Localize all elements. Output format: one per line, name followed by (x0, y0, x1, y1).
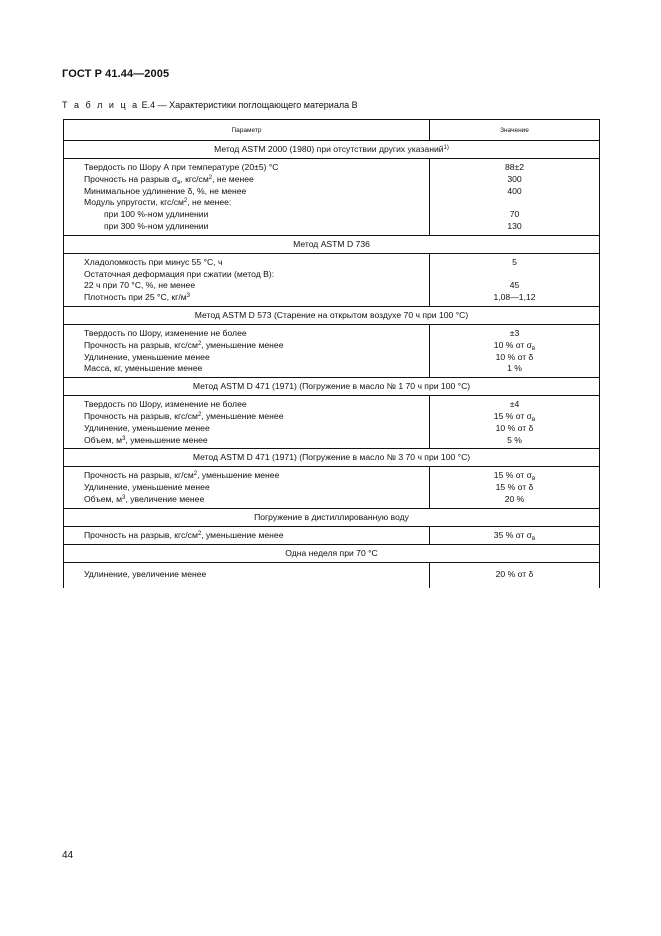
value-text: ±3 (509, 327, 520, 338)
table-caption (62, 100, 358, 110)
value-text: 400 (507, 185, 522, 196)
document-id: ГОСТ Р 41.44—2005 (62, 68, 170, 80)
value-text: 15 % от $\sigma_в$ (493, 410, 536, 423)
value-cell (430, 562, 600, 588)
value-text: 130 (507, 220, 522, 231)
parameter-text: Плотность при 25 °С, $кг/м^3$ (84, 292, 190, 303)
parameter-text: Удлинение, уменьшение менее (84, 351, 210, 362)
value-text: 15 % от δ (495, 482, 534, 493)
table-row (64, 324, 600, 377)
method-row (64, 141, 600, 159)
parameter-cell (64, 253, 430, 306)
parameter-text: Прочность на разрыв, кгс/$см^2$, уменьшение менее (84, 410, 284, 421)
value-text (430, 269, 599, 281)
parameter-text: Удлинение, уменьшение менее (84, 422, 210, 433)
parameter-text: Прочность на разрыв $\sigma_в$, кгс/$см^2$, не менее (84, 173, 254, 186)
value-text: 1 % (507, 363, 522, 374)
footnote-ref: 1) (443, 145, 449, 151)
parameter-text: при 100 %-ном удлинении (104, 209, 209, 220)
value-text: 20 % (504, 493, 525, 504)
table-row (64, 562, 600, 588)
value-text: 10 % от $\sigma_в$ (493, 339, 536, 352)
parameter-text: Прочность на разрыв, кгс/$см^2$, уменьшение менее (84, 529, 284, 540)
parameter-text: Прочность на разрыв, $кг/см^2$, уменьшение менее (84, 470, 280, 481)
value-text: 70 (509, 209, 520, 220)
method-title: Метод ASTM D 471 (1971) (Погружение в масло № 1 70 ч при 100 °С) (64, 378, 600, 396)
value-cell (430, 324, 600, 377)
value-cell (430, 526, 600, 544)
parameter-text: Твердость по Шору, изменение не более (84, 399, 247, 410)
parameter-cell (64, 159, 430, 236)
method-title: Метод ASTM D 471 (1971) (Погружение в масло № 3 70 ч при 100 °С) (64, 449, 600, 467)
method-title: Метод ASTM D 736 (64, 235, 600, 253)
parameter-text: Модуль упругости, кгс/$см^2$, не менее: (84, 197, 232, 208)
parameter-cell (64, 396, 430, 449)
method-title: Погружение в дистиллированную воду (64, 508, 600, 526)
table-caption-number: Е.4 (141, 100, 156, 110)
parameter-cell (64, 324, 430, 377)
parameter-text: Минимальное удлинение δ, %, не менее (84, 185, 247, 196)
method-row (64, 378, 600, 396)
value-cell (430, 159, 600, 236)
column-header-parameter: Параметр (64, 120, 430, 141)
parameter-cell (64, 526, 430, 544)
method-row (64, 544, 600, 562)
parameter-text: Прочность на разрыв, кгс/$см^2$, уменьшение менее (84, 339, 284, 350)
parameter-text: Удлинение, уменьшение менее (84, 482, 210, 493)
value-cell (430, 396, 600, 449)
characteristics-table (63, 119, 600, 588)
parameter-text: Удлинение, увеличение менее (84, 568, 207, 579)
value-text: 300 (507, 173, 522, 184)
method-row (64, 449, 600, 467)
method-row (64, 508, 600, 526)
parameter-text: Объем, $м^3$, увеличение менее (84, 493, 205, 504)
value-text: ±4 (509, 399, 520, 410)
parameter-text: Твердость по Шору А при температуре (20±5) °С (84, 162, 279, 172)
parameter-cell (64, 562, 430, 588)
parameter-text: Хладоломкость при минус 55 °С, ч (84, 256, 223, 267)
value-cell (430, 253, 600, 306)
parameter-text: 22 ч при 70 °С, %, не менее (84, 280, 196, 291)
value-text: 35 % от $\sigma_в$ (493, 529, 536, 542)
value-text: 5 % (507, 434, 522, 445)
value-text: 10 % от δ (495, 422, 534, 433)
table-row (64, 467, 600, 508)
parameter-text: Остаточная деформация при сжатии (метод В): (84, 268, 275, 279)
value-text: 45 (509, 280, 520, 291)
value-text: 5 (512, 256, 517, 267)
value-text (430, 197, 599, 209)
table-row (64, 253, 600, 306)
method-title: Одна неделя при 70 °С (64, 544, 600, 562)
parameter-text: Объем, $м^3$, уменьшение менее (84, 434, 208, 445)
method-title: Метод ASTM 2000 (1980) при отсутствии других указаний$^{1)}$ (64, 141, 600, 159)
table-row (64, 526, 600, 544)
value-text: 88±2 (504, 162, 525, 172)
value-cell (430, 467, 600, 508)
value-text: 20 % от δ (495, 568, 534, 579)
parameter-cell (64, 467, 430, 508)
page-number: 44 (62, 850, 74, 861)
parameter-text: при 300 %-ном удлинении (104, 220, 209, 231)
table-header-row (64, 120, 600, 141)
value-text: 10 % от δ (495, 351, 534, 362)
method-row (64, 306, 600, 324)
parameter-text: Твердость по Шору, изменение не более (84, 327, 247, 338)
table-caption-title: — Характеристики поглощающего материала В (157, 100, 358, 110)
column-header-value: Значение (430, 120, 600, 141)
value-text: 1,08—1,12 (493, 292, 536, 303)
table-caption-label: Т а б л и ц а (62, 100, 140, 110)
value-text: 15 % от $\sigma_в$ (493, 470, 536, 483)
table-row (64, 396, 600, 449)
method-row (64, 235, 600, 253)
table-row (64, 159, 600, 236)
method-title: Метод ASTM D 573 (Старение на открытом воздухе 70 ч при 100 °С) (64, 306, 600, 324)
parameter-text: Масса, кг, уменьшение менее (84, 363, 203, 374)
